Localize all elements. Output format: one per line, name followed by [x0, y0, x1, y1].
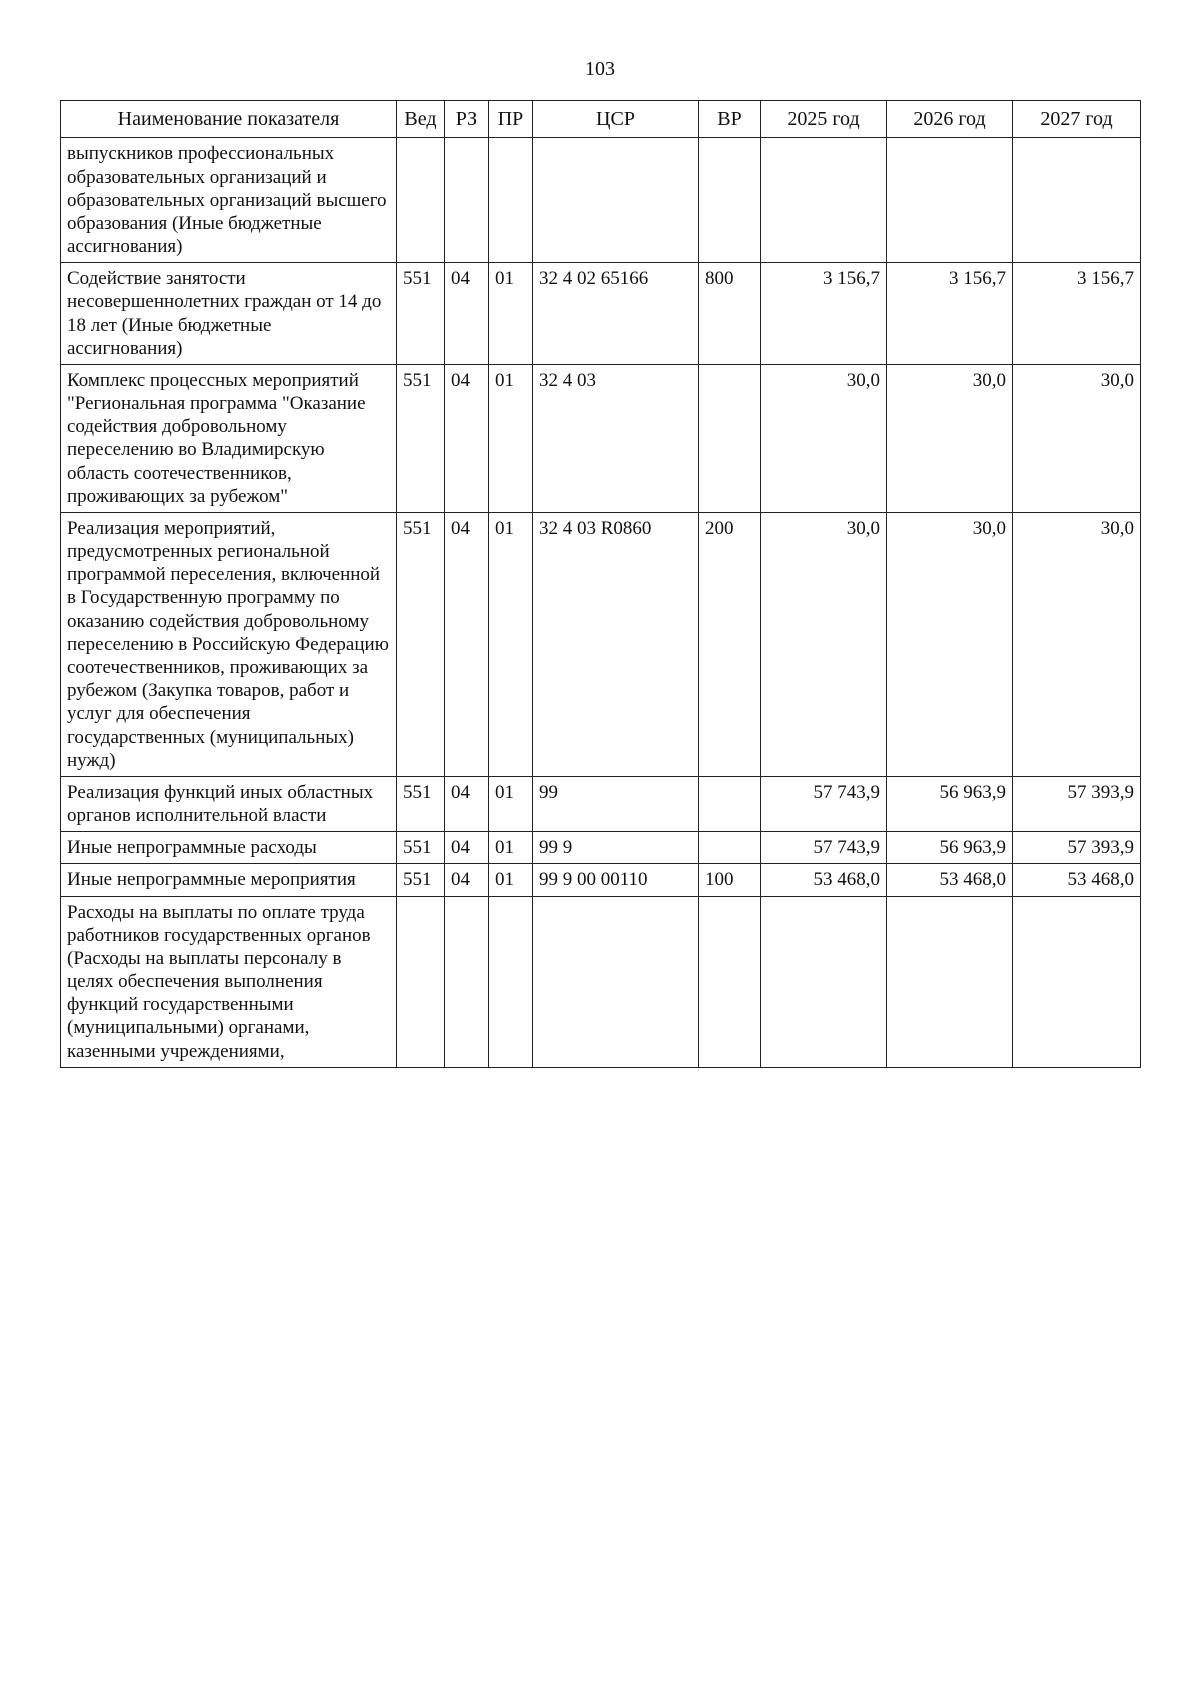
table-row	[61, 776, 1141, 831]
cell-rz: 04	[445, 864, 489, 896]
cell-pr: 01	[489, 263, 533, 365]
page-number: 103	[585, 58, 615, 80]
cell-2025	[761, 896, 887, 1067]
column-header-vr: ВР	[699, 101, 761, 138]
table-row	[61, 364, 1141, 512]
column-header-name: Наименование показателя	[61, 101, 397, 138]
cell-rz: 04	[445, 776, 489, 831]
cell-pr: 01	[489, 864, 533, 896]
cell-2027: 30,0	[1013, 364, 1141, 512]
cell-2026: 30,0	[887, 512, 1013, 776]
cell-2027: 3 156,7	[1013, 263, 1141, 365]
cell-name: Комплекс процессных мероприятий "Региональная программа "Оказание содействия добровольному переселению во Владимирскую область соотечественников, проживающих за рубежом"	[61, 364, 397, 512]
cell-ved: 551	[397, 512, 445, 776]
cell-ved	[397, 896, 445, 1067]
cell-vr: 200	[699, 512, 761, 776]
cell-csr: 32 4 03	[533, 364, 699, 512]
cell-rz: 04	[445, 364, 489, 512]
cell-name: выпускников профессиональных образовательных организаций и образовательных организаций высшего образования (Иные бюджетные ассигнования)	[61, 138, 397, 263]
cell-2025: 57 743,9	[761, 776, 887, 831]
column-header-2025: 2025 год	[761, 101, 887, 138]
cell-2026: 30,0	[887, 364, 1013, 512]
table-row	[61, 864, 1141, 896]
cell-pr	[489, 138, 533, 263]
cell-csr: 32 4 03 R0860	[533, 512, 699, 776]
cell-2026: 3 156,7	[887, 263, 1013, 365]
cell-vr	[699, 776, 761, 831]
column-header-ved: Вед	[397, 101, 445, 138]
column-header-2027: 2027 год	[1013, 101, 1141, 138]
cell-2026: 56 963,9	[887, 832, 1013, 864]
cell-name: Содействие занятости несовершеннолетних граждан от 14 до 18 лет (Иные бюджетные ассигнования)	[61, 263, 397, 365]
cell-2026	[887, 138, 1013, 263]
cell-2026: 56 963,9	[887, 776, 1013, 831]
cell-2025	[761, 138, 887, 263]
cell-2027: 57 393,9	[1013, 832, 1141, 864]
column-header-pr: ПР	[489, 101, 533, 138]
cell-2025: 3 156,7	[761, 263, 887, 365]
cell-name: Реализация мероприятий, предусмотренных региональной программой переселения, включенной в Государственную программу по оказанию содействия добровольному переселению в Российскую Федерацию соотечественников, проживающих за рубежом (Закупка товаров, работ и услуг для обеспечения государственных (муниципальных) нужд)	[61, 512, 397, 776]
cell-ved: 551	[397, 776, 445, 831]
cell-vr	[699, 364, 761, 512]
table-row	[61, 832, 1141, 864]
cell-csr	[533, 138, 699, 263]
cell-2026: 53 468,0	[887, 864, 1013, 896]
cell-ved: 551	[397, 263, 445, 365]
table-row	[61, 512, 1141, 776]
cell-ved	[397, 138, 445, 263]
cell-ved: 551	[397, 364, 445, 512]
cell-pr: 01	[489, 512, 533, 776]
cell-csr: 99 9 00 00110	[533, 864, 699, 896]
cell-2025: 57 743,9	[761, 832, 887, 864]
cell-rz: 04	[445, 832, 489, 864]
cell-pr: 01	[489, 832, 533, 864]
cell-name: Расходы на выплаты по оплате труда работников государственных органов (Расходы на выплаты персоналу в целях обеспечения выполнения функций государственными (муниципальными) органами, казенными учреждениями,	[61, 896, 397, 1067]
cell-name: Иные непрограммные расходы	[61, 832, 397, 864]
table-row	[61, 263, 1141, 365]
cell-rz	[445, 138, 489, 263]
cell-vr	[699, 138, 761, 263]
cell-rz: 04	[445, 263, 489, 365]
budget-table	[60, 100, 1141, 1068]
cell-vr: 100	[699, 864, 761, 896]
cell-2027: 30,0	[1013, 512, 1141, 776]
cell-2025: 30,0	[761, 364, 887, 512]
cell-vr	[699, 832, 761, 864]
cell-vr: 800	[699, 263, 761, 365]
cell-2027	[1013, 896, 1141, 1067]
cell-2027	[1013, 138, 1141, 263]
cell-csr: 32 4 02 65166	[533, 263, 699, 365]
cell-2025: 30,0	[761, 512, 887, 776]
cell-2027: 57 393,9	[1013, 776, 1141, 831]
cell-ved: 551	[397, 832, 445, 864]
cell-name: Реализация функций иных областных органов исполнительной власти	[61, 776, 397, 831]
cell-pr	[489, 896, 533, 1067]
cell-rz: 04	[445, 512, 489, 776]
table-row	[61, 138, 1141, 263]
cell-name: Иные непрограммные мероприятия	[61, 864, 397, 896]
cell-ved: 551	[397, 864, 445, 896]
cell-csr: 99 9	[533, 832, 699, 864]
cell-pr: 01	[489, 776, 533, 831]
column-header-2026: 2026 год	[887, 101, 1013, 138]
column-header-csr: ЦСР	[533, 101, 699, 138]
cell-pr: 01	[489, 364, 533, 512]
column-header-rz: РЗ	[445, 101, 489, 138]
cell-rz	[445, 896, 489, 1067]
cell-2025: 53 468,0	[761, 864, 887, 896]
cell-2027: 53 468,0	[1013, 864, 1141, 896]
cell-vr	[699, 896, 761, 1067]
table-row	[61, 896, 1141, 1067]
cell-2026	[887, 896, 1013, 1067]
cell-csr: 99	[533, 776, 699, 831]
cell-csr	[533, 896, 699, 1067]
table-header-row	[61, 101, 1141, 138]
